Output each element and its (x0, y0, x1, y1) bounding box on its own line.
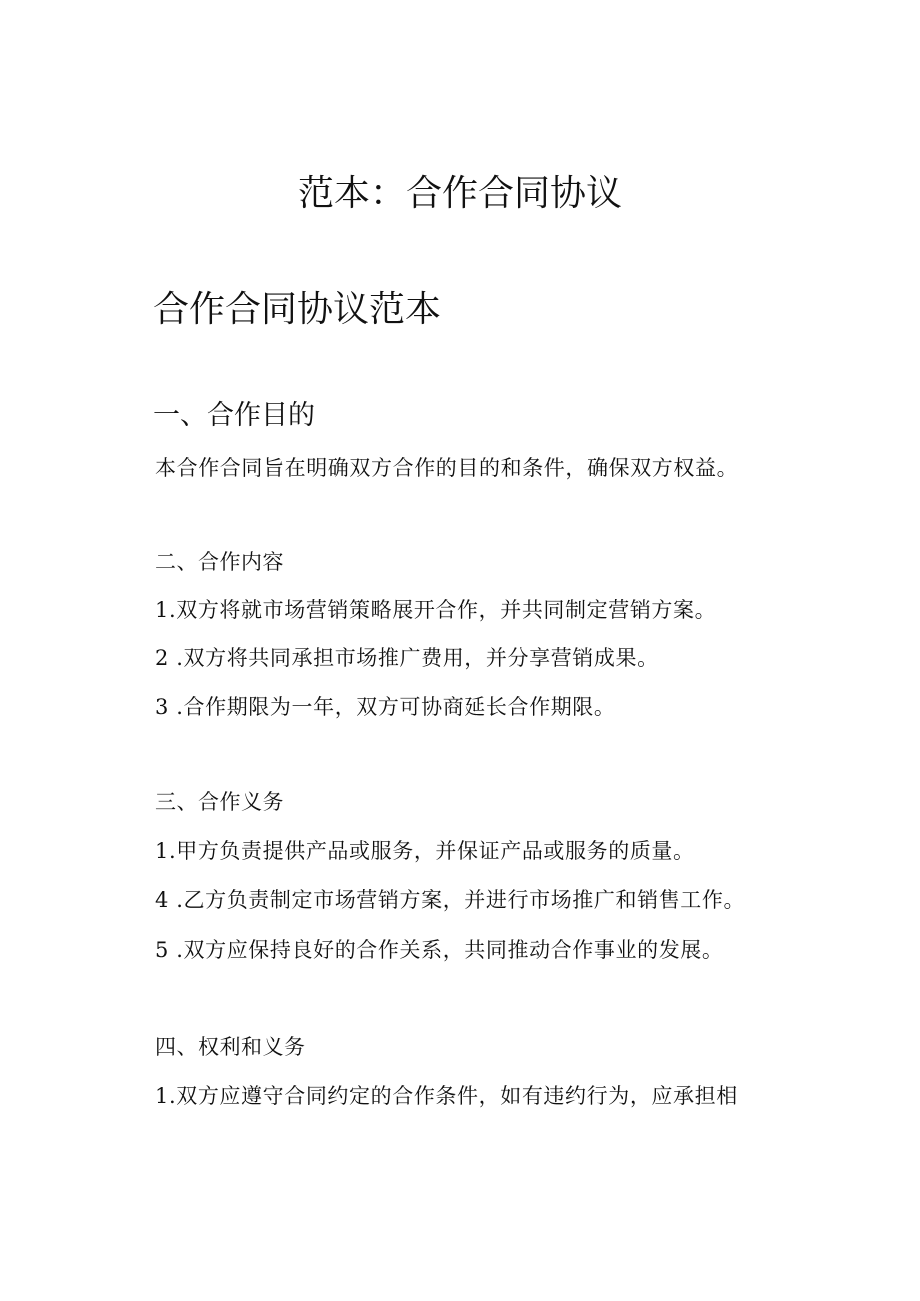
document-title: 范本：合作合同协议 (297, 173, 622, 214)
section-heading-obligations: 三、合作义务 (155, 790, 284, 814)
section-content-line-1: 1.双方将就市场营销策略展开合作，并共同制定营销方案。 (155, 598, 717, 622)
section-obligations-line-1: 1.甲方负责提供产品或服务，并保证产品或服务的质量。 (155, 839, 695, 863)
section-obligations-line-2: 4 .乙方负责制定市场营销方案，并进行市场推广和销售工作。 (155, 888, 746, 912)
section-obligations-line-3: 5 .双方应保持良好的合作关系，共同推动合作事业的发展。 (155, 938, 724, 962)
section-heading-content: 二、合作内容 (155, 550, 284, 574)
section-heading-rights: 四、权利和义务 (155, 1035, 306, 1059)
section-purpose-line-1: 本合作合同旨在明确双方合作的目的和条件，确保双方权益。 (155, 456, 739, 480)
section-rights-line-1: 1.双方应遵守合同约定的合作条件，如有违约行为，应承担相 (155, 1084, 738, 1108)
section-content-line-2: 2 .双方将共同承担市场推广费用，并分享营销成果。 (155, 646, 659, 670)
section-content-line-3: 3 .合作期限为一年，双方可协商延长合作期限。 (155, 695, 616, 719)
document-subtitle: 合作合同协议范本 (153, 289, 442, 330)
section-heading-purpose: 一、合作目的 (153, 400, 315, 431)
